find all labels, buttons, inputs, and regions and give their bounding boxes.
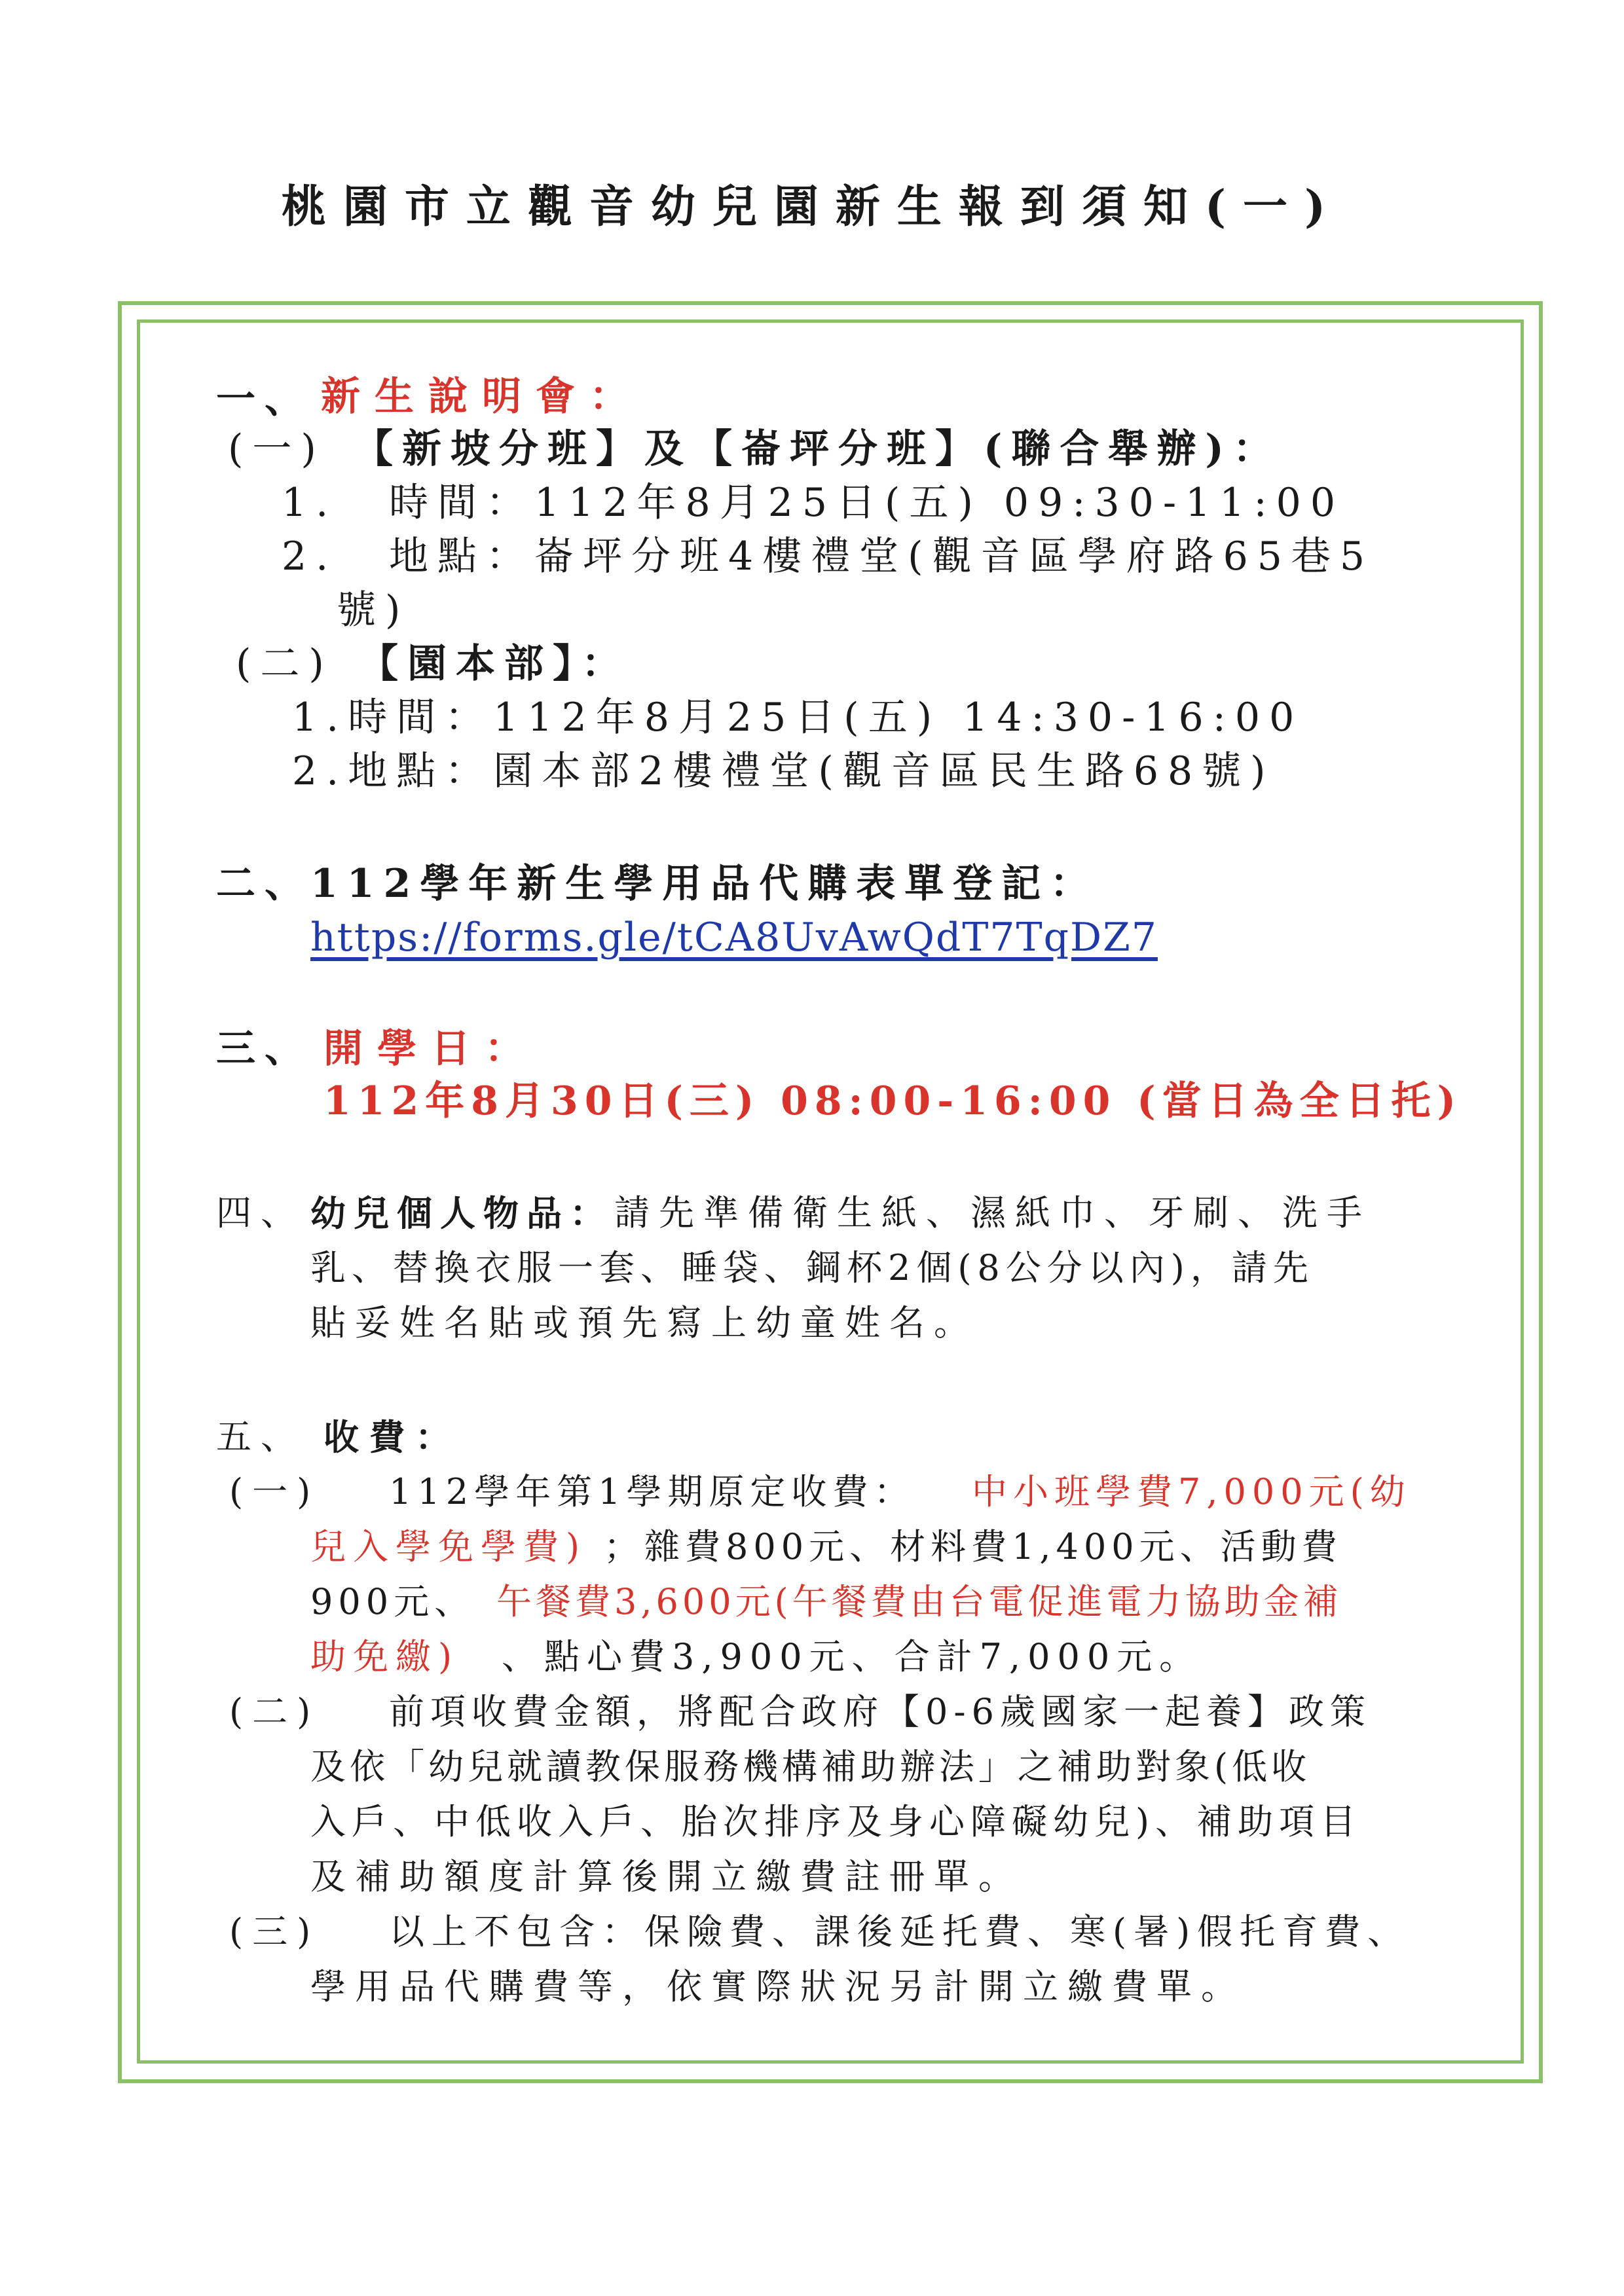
section-5-sub3-line1: 以上不包含：保險費、課後延托費、寒(暑)假托育費、 [389,1911,1411,1952]
section-5-sub2-line3: 入戶、中低收入戶、胎次排序及身心障礙幼兒)、補助項目 [310,1801,1362,1842]
section-1-sub1-item2-number: 2. [282,534,338,579]
section-5-sub1-line4b: 、點心費3,900元、合計7,000元。 [502,1636,1202,1677]
section-2-heading: 112學年新生學用品代購表單登記： [310,861,1099,907]
section-1-sub1-location-cont: 號) [337,587,410,633]
form-link[interactable]: https://forms.gle/tCA8UvAwQdT7TqDZ7 [310,915,1158,960]
section-5-sub1-lunch-fee: 午餐費3,600元(午餐費由台電促進電力協助金補 [496,1581,1342,1622]
section-4-number: 四、 [216,1192,305,1233]
section-5-sub3-number: (三) [229,1911,320,1952]
section-4-heading: 幼兒個人物品： [310,1192,613,1234]
section-1-sub1-time: 時間：112年8月25日(五) 09:30-11:00 [389,480,1345,526]
section-5-sub2-line1: 前項收費金額，將配合政府【0-6歲國家一起養】政策 [389,1691,1371,1732]
section-5-sub2-line2: 及依「幼兒就讀教保服務機構補助辦法」之補助對象(低收 [310,1746,1311,1787]
section-5-sub2-line4: 及補助額度計算後開立繳費註冊單。 [310,1856,1023,1897]
section-1-sub2-time: 1.時間：112年8月25日(五) 14:30-16:00 [292,695,1304,740]
section-5-sub1-line3a: 900元、 [310,1581,475,1622]
section-1-heading: 新生說明會： [321,374,643,420]
section-1-sub2-location: 2.地點：園本部2樓禮堂(觀音區民生路68號) [292,748,1275,794]
section-5-sub1-line4a: 助免繳) [310,1636,460,1677]
section-5-sub1-line2b: ；雜費800元、材料費1,400元、活動費 [604,1526,1342,1567]
section-3-detail: 112年8月30日(三) 08:00-16:00 (當日為全日托) [323,1078,1463,1124]
section-1-number: 一、 [216,376,313,422]
section-5-sub1-number: (一) [229,1471,320,1512]
section-5-sub1-line1a: 112學年第1學期原定收費： [389,1471,915,1512]
section-5-number: 五、 [216,1416,305,1457]
section-4-line3: 貼妥姓名貼或預先寫上幼童姓名。 [310,1302,978,1343]
section-5-sub1-tuition: 中小班學費7,000元(幼 [972,1471,1411,1512]
section-5-sub3-line2: 學用品代購費等，依實際狀況另計開立繳費單。 [310,1966,1246,2007]
section-4-line2: 乳、替換衣服一套、睡袋、鋼杯2個(8公分以內)，請先 [310,1247,1314,1288]
section-3-number: 三、 [216,1026,313,1072]
section-5-heading: 收費： [323,1416,461,1458]
section-4-line1: 請先準備衛生紙、濕紙巾、牙刷、洗手 [614,1192,1371,1233]
section-1-sub1-heading: 【新坡分班】及【崙坪分班】(聯合舉辦)： [354,426,1282,472]
section-1-sub2-number: (二) [236,641,333,687]
section-1-sub2-heading: 【園本部】： [359,641,630,687]
section-5-sub2-number: (二) [229,1691,320,1732]
section-2-number: 二、 [216,861,313,907]
section-5-sub1-line2a: 兒入學免學費) [310,1526,587,1567]
section-1-sub1-number: (一) [228,426,325,472]
section-3-heading: 開學日： [323,1026,538,1072]
section-1-sub1-location: 地點：崙坪分班4樓禮堂(觀音區學府路65巷5 [389,534,1375,579]
page-title: 桃園市立觀音幼兒園新生報到須知(一) [281,181,1343,233]
section-1-sub1-item1-number: 1. [282,480,338,526]
